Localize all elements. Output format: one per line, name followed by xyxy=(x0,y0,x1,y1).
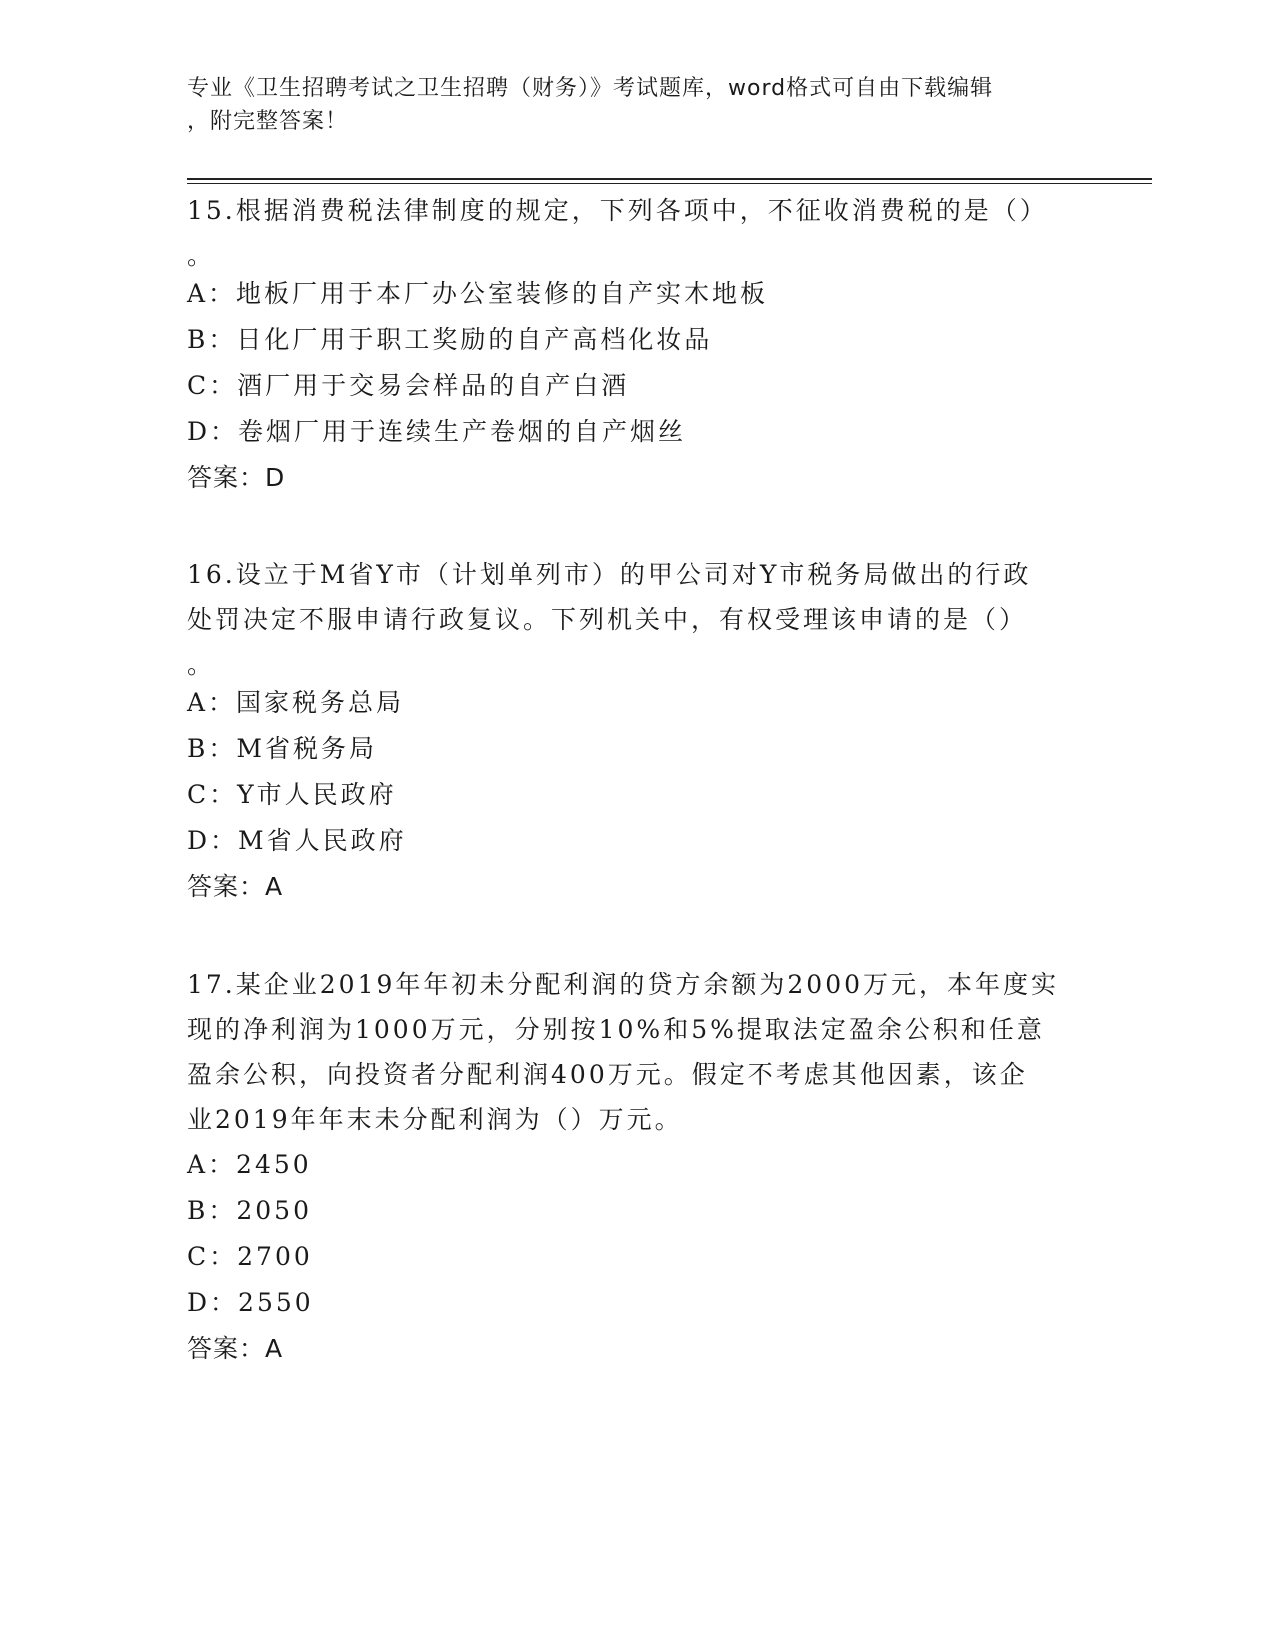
option-d: D：卷烟厂用于连续生产卷烟的自产烟丝 xyxy=(187,417,687,446)
option-a: A：国家税务总局 xyxy=(187,688,405,717)
option-b: B：2050 xyxy=(187,1196,312,1225)
option-d: D：M省人民政府 xyxy=(187,826,407,855)
question-text-line: 16.设立于M省Y市（计划单列市）的甲公司对Y市税务局做出的行政 xyxy=(187,560,1032,589)
header-divider-thin xyxy=(187,183,1152,184)
question-text-line: 15.根据消费税法律制度的规定，下列各项中，不征收消费税的是（） xyxy=(187,196,1048,225)
option-c: C：2700 xyxy=(187,1242,313,1271)
question-text-line: 。 xyxy=(187,241,216,270)
option-d: D：2550 xyxy=(187,1288,314,1317)
question-17 xyxy=(187,962,1087,1372)
question-16 xyxy=(187,552,1087,910)
header-line-2: ，附完整答案！ xyxy=(187,109,349,134)
question-text-line: 业2019年年末未分配利润为（）万元。 xyxy=(187,1105,683,1134)
option-b: B：日化厂用于职工奖励的自产高档化妆品 xyxy=(187,325,713,354)
question-text-line: 盈余公积，向投资者分配利润400万元。假定不考虑其他因素，该企 xyxy=(187,1060,1028,1089)
question-text-line: 处罚决定不服申请行政复议。下列机关中，有权受理该申请的是（） xyxy=(187,605,1028,634)
option-c: C：Y市人民政府 xyxy=(187,780,397,809)
option-a: A：地板厂用于本厂办公室装修的自产实木地板 xyxy=(187,279,769,308)
option-b: B：M省税务局 xyxy=(187,734,377,763)
option-a: A：2450 xyxy=(187,1150,312,1179)
question-text-line: 17.某企业2019年年初未分配利润的贷方余额为2000万元，本年度实 xyxy=(187,970,1060,999)
document-header xyxy=(187,72,1067,138)
header-line-1: 专业《卫生招聘考试之卫生招聘（财务）》考试题库，word格式可自由下载编辑 xyxy=(187,76,994,101)
option-c: C：酒厂用于交易会样品的自产白酒 xyxy=(187,371,630,400)
question-text-line: 。 xyxy=(187,650,216,679)
answer: 答案：A xyxy=(187,872,284,901)
question-15 xyxy=(187,188,1087,501)
answer: 答案：D xyxy=(187,463,286,492)
question-text-line: 现的净利润为1000万元，分别按10%和5%提取法定盈余公积和任意 xyxy=(187,1015,1045,1044)
header-divider-thick xyxy=(187,178,1152,180)
answer: 答案：A xyxy=(187,1334,284,1363)
